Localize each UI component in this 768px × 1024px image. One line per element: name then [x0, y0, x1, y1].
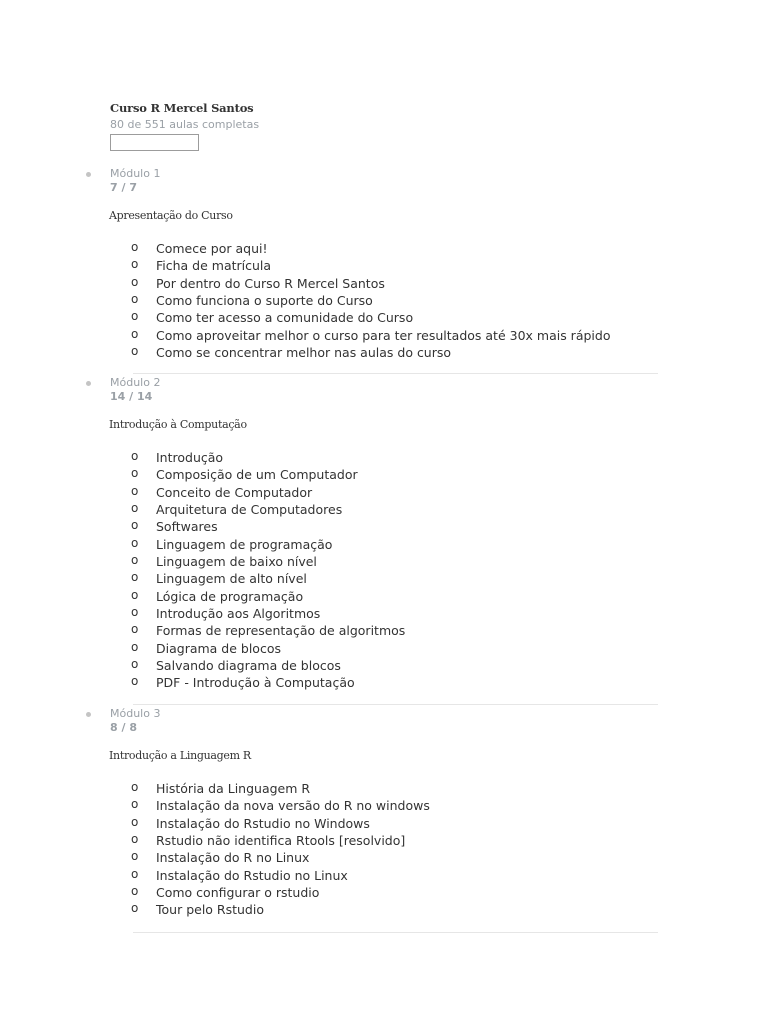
module-title[interactable]: Apresentação do Curso [109, 209, 233, 222]
module-bullet-icon [86, 172, 91, 177]
lesson-title[interactable]: Tour pelo Rstudio [156, 902, 264, 918]
lesson-title[interactable]: Como configurar o rstudio [156, 885, 320, 901]
lesson-title[interactable]: Lógica de programação [156, 588, 304, 604]
lesson-title[interactable]: Linguagem de programação [156, 536, 333, 552]
circle-bullet-icon: o [131, 466, 139, 481]
lesson-title[interactable]: Instalação da nova versão do R no windows [156, 798, 430, 814]
circle-bullet-icon: o [131, 483, 139, 498]
module-count: 14 / 14 [110, 390, 153, 403]
circle-bullet-icon: o [131, 832, 139, 847]
lesson-title[interactable]: Por dentro do Curso R Mercel Santos [156, 275, 385, 291]
circle-bullet-icon: o [131, 657, 139, 672]
lesson-title[interactable]: Ficha de matrícula [156, 258, 272, 274]
circle-bullet-icon: o [131, 501, 139, 516]
lesson-title[interactable]: PDF - Introdução à Computação [156, 675, 355, 691]
circle-bullet-icon: o [131, 274, 139, 289]
module-title[interactable]: Introdução a Linguagem R [109, 749, 251, 762]
circle-bullet-icon: o [131, 257, 139, 272]
lesson-title[interactable]: Como ter acesso a comunidade do Curso [156, 310, 414, 326]
lesson-title[interactable]: Introdução [156, 450, 224, 465]
lesson-title[interactable]: Diagrama de blocos [156, 640, 281, 656]
circle-bullet-icon: o [131, 814, 139, 829]
lesson-title[interactable]: Linguagem de baixo nível [156, 554, 317, 570]
circle-bullet-icon: o [131, 866, 139, 881]
lesson-title[interactable]: Salvando diagrama de blocos [156, 658, 341, 674]
lesson-title[interactable]: Comece por aqui! [156, 241, 268, 256]
module-bullet-icon [86, 381, 91, 386]
circle-bullet-icon: o [131, 797, 139, 812]
circle-bullet-icon: o [131, 901, 139, 916]
lesson-title[interactable]: Como se concentrar melhor nas aulas do curso [156, 345, 452, 361]
circle-bullet-icon: o [131, 639, 139, 654]
circle-bullet-icon: o [131, 240, 139, 254]
circle-bullet-icon: o [131, 849, 139, 864]
lesson-title[interactable]: Instalação do R no Linux [156, 850, 310, 866]
lesson-title[interactable]: História da Linguagem R [156, 781, 311, 796]
lesson-title[interactable]: Como aproveitar melhor o curso para ter resultados até 30x mais rápido [156, 327, 611, 343]
circle-bullet-icon: o [131, 292, 139, 307]
module-title[interactable]: Introdução à Computação [109, 418, 247, 431]
module-label: Módulo 2 [110, 376, 161, 389]
circle-bullet-icon: o [131, 449, 139, 463]
lesson-title[interactable]: Arquitetura de Computadores [156, 502, 343, 518]
circle-bullet-icon: o [131, 884, 139, 899]
module-bullet-icon [86, 712, 91, 717]
lesson-title[interactable]: Introdução aos Algoritmos [156, 606, 321, 622]
lesson-title[interactable]: Linguagem de alto nível [156, 571, 307, 587]
circle-bullet-icon: o [131, 535, 139, 550]
circle-bullet-icon: o [131, 553, 139, 568]
circle-bullet-icon: o [131, 605, 139, 620]
circle-bullet-icon: o [131, 344, 139, 359]
circle-bullet-icon: o [131, 326, 139, 341]
circle-bullet-icon: o [131, 780, 139, 794]
module-divider [133, 704, 658, 705]
module-divider [133, 932, 658, 933]
circle-bullet-icon: o [131, 570, 139, 585]
circle-bullet-icon: o [131, 309, 139, 324]
module-label: Módulo 1 [110, 167, 161, 180]
module-count: 7 / 7 [110, 181, 137, 194]
progress-box[interactable] [110, 134, 199, 151]
module-label: Módulo 3 [110, 707, 161, 720]
circle-bullet-icon: o [131, 587, 139, 602]
lesson-title[interactable]: Conceito de Computador [156, 484, 313, 500]
circle-bullet-icon: o [131, 622, 139, 637]
lesson-title[interactable]: Rstudio não identifica Rtools [resolvido] [156, 833, 406, 849]
lesson-title[interactable]: Softwares [156, 519, 218, 535]
module-count: 8 / 8 [110, 721, 137, 734]
lesson-title[interactable]: Instalação do Rstudio no Linux [156, 867, 348, 883]
module-divider [133, 373, 658, 374]
circle-bullet-icon: o [131, 518, 139, 533]
course-progress: 80 de 551 aulas completas [110, 118, 260, 131]
circle-bullet-icon: o [131, 674, 139, 689]
lesson-title[interactable]: Formas de representação de algoritmos [156, 623, 406, 639]
lesson-title[interactable]: Composição de um Computador [156, 467, 358, 483]
course-title: Curso R Mercel Santos [110, 101, 254, 115]
lesson-title[interactable]: Como funciona o suporte do Curso [156, 293, 373, 309]
lesson-title[interactable]: Instalação do Rstudio no Windows [156, 815, 370, 831]
